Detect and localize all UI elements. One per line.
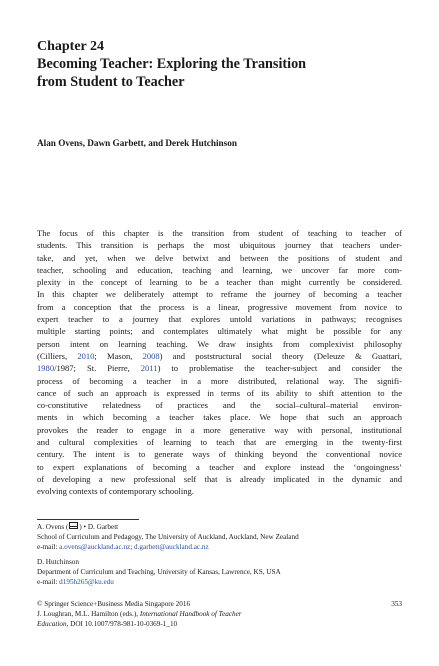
email-link[interactable]: a.ovens@auckland.ac.nz — [59, 543, 131, 551]
publication-footer — [37, 599, 402, 629]
page-number: 353 — [391, 600, 402, 608]
chapter-label: Chapter 24 — [37, 39, 105, 54]
citation-year-link[interactable]: 2008 — [142, 350, 160, 361]
affiliation-hutchinson — [37, 557, 402, 587]
affiliation-email: e-mail: d195h265@ku.edu — [37, 578, 114, 586]
abstract-line: (Cilliers, 2010; Mason, 2008) and poststructural social theory (Deleuze & Guattari, — [37, 350, 402, 361]
citation-year-link[interactable]: 2010 — [77, 350, 95, 361]
affiliation-names: A. Ovens ( ) • D. Garbett — [37, 523, 119, 531]
abstract-line: plexity in the concept of learning to be a teacher than might currently be considered. — [37, 277, 402, 288]
abstract-line: to expert explanations of becoming a teacher and explore instead the ‘ongoingness’ — [37, 461, 402, 472]
affiliation-email: e-mail: a.ovens@auckland.ac.nz; d.garbett@auckland.ac.nz — [37, 543, 209, 551]
abstract-line: 1980/1987; St. Pierre, 2011) to problematise the teacher-subject and consider the — [37, 363, 402, 374]
abstract — [37, 227, 402, 498]
abstract-line: person intent on learning teaching. We draw insights from complexivist philosophy — [37, 338, 402, 349]
abstract-line: co-constitutive relatedness of practices and the social–cultural–material environ- — [37, 400, 402, 411]
chapter-title-line: Becoming Teacher: Exploring the Transition — [37, 56, 307, 72]
affiliation-ovens-garbett — [37, 522, 402, 552]
chapter-title — [37, 56, 402, 91]
affiliation-names: D. Hutchinson — [37, 558, 79, 566]
affiliation-institution: Department of Curriculum and Teaching, University of Kansas, Lawrence, KS, USA — [37, 568, 281, 576]
abstract-line: century. The intent is to generate ways of thinking beyond the conventional novice — [37, 449, 402, 460]
abstract-line: process of becoming a teacher in a more distributed, relational way. The signifi- — [37, 375, 402, 386]
email-link[interactable]: d.garbett@auckland.ac.nz — [134, 543, 209, 551]
envelope-icon — [69, 522, 78, 529]
abstract-line: ments in which becoming a teacher takes place. We hope that such an approach — [37, 412, 402, 423]
abstract-line: and cultural complexities of learning to teach that are emerging in the twenty-first — [37, 437, 402, 448]
abstract-line: evolving contexts of contemporary schooling. — [37, 486, 194, 497]
abstract-line: take, and yet, when we delve betwixt and between the positions of student and — [37, 252, 402, 263]
footnote-divider — [37, 519, 139, 520]
citation-year-link[interactable]: 1980 — [37, 363, 55, 374]
abstract-line: of developing a new professional self that is already implicated in the dynamic and — [37, 473, 402, 484]
abstract-line: The focus of this chapter is the transition from student of teaching to teacher of — [37, 228, 402, 238]
chapter-title-line: from Student to Teacher — [37, 73, 185, 90]
abstract-line: from a conception that the process is a linear, progressive movement from novice to — [37, 301, 402, 312]
citation-line: J. Loughran, M.L. Hamilton (eds.), International Handbook of Teacher — [37, 610, 242, 618]
abstract-line: cance of such an approach is expressed in terms of its ability to shift attention to the — [37, 387, 402, 398]
abstract-line: students. This transition is perhaps the most ubiquitous journey that teachers under- — [37, 240, 402, 251]
abstract-line: provokes the reader to engage in a more generative way with personal, institutional — [37, 424, 402, 435]
email-link[interactable]: d195h265@ku.edu — [59, 578, 114, 586]
book-page — [37, 38, 402, 638]
author-list: Alan Ovens, Dawn Garbett, and Derek Hutchinson — [37, 138, 237, 148]
citation-year-link[interactable]: 2011 — [140, 363, 158, 374]
abstract-line: expert teacher to a journey that explores untold variations in pathways; recognises — [37, 314, 402, 325]
affiliation-institution: School of Curriculum and Pedagogy, The University of Auckland, Auckland, New Zealand — [37, 533, 299, 541]
abstract-line: teacher, schooling and education, teaching and learning, we uncover far more com- — [37, 264, 402, 275]
abstract-line: In this chapter we deliberately attempt to reframe the journey of becoming a teacher — [37, 289, 402, 300]
copyright-notice: © Springer Science+Business Media Singapore 2016 — [37, 600, 191, 608]
abstract-line: multiple starting points; and contemplates ultimately what might be possible for any — [37, 326, 402, 337]
citation-line: Education, DOI 10.1007/978-981-10-0369-1_10 — [37, 620, 178, 628]
